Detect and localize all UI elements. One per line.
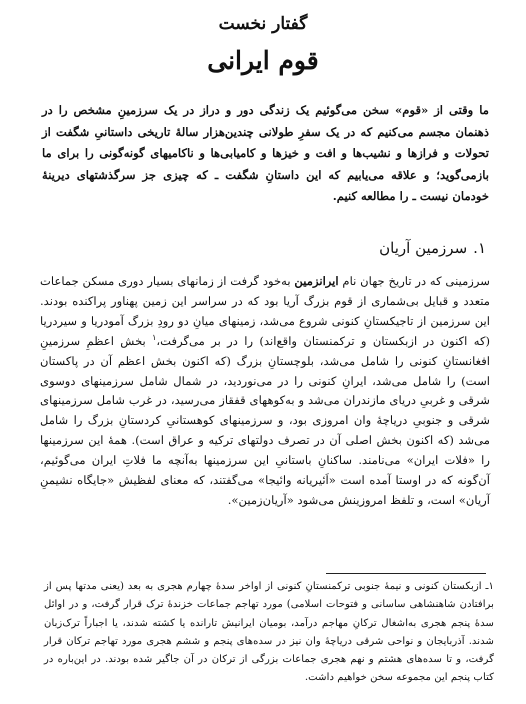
chapter-label: گفتار نخست: [218, 14, 308, 34]
body-text-2: بخش اعظمِ سرزمینِ افغانستانِ کنونی را شامل می‌شد، بلوچستانِ بزرگ (که اکنون بخش اعظم آن در پاکستان است) را شامل می‌شد، ایرانِ کنونی را در می‌نوردید، در شمال شامل سرزمینهای دوسوی شرقی و غربیِ دریای مازندران می‌شد و به‌کوههای قفقاز می‌رسید، در غرب شامل سرزمینهای شرقی و جنوبیِ دریاچهٔ وان امروزی بود، و سرزمینهای کوهستانیِ کردستانِ بزرگ را شامل می‌شد (که اکنون بخش اصلی آن در تصرف دولتهای ترکیه و عراق است). همهٔ این سرزمینها را «فلات ایران» می‌نامند. ساکنانِ باستانیِ این سرزمینها به‌آنچه ما فلاتِ ایران می‌گوئیم، آن‌گونه که در اوستا آمده است «اَئیریانه وائیجا» می‌گفتند، که معنای لفظیش «جایگاه نشیمنِ آریان» است، و تلفظ امروزینش می‌شود «آریان‌زمین».: [40, 333, 490, 507]
body-lead: سرزمینی که در تاریخ جهان نام: [338, 274, 490, 288]
footnote-divider: [326, 573, 486, 574]
section-heading: [46, 236, 486, 260]
section-number: ۱.: [473, 239, 486, 257]
body-paragraph: [40, 272, 490, 511]
body-bold-term: ایرانزمین: [294, 274, 339, 288]
chapter-title: قوم ایرانی: [207, 46, 319, 75]
footnote: ۱ـ ازبکستان کنونی و نیمهٔ جنوبی ترکمنستانِ کنونی از اواخر سدهٔ چهارم هجری به بعد (یعنی مدتها پس از برافتادن شاهنشاهی ساسانی و فتوحات اسلامی) مورد تهاجم جماعات خزندهٔ ترک قرار گرفت، و در اوائل سدهٔ پنجم هجری به‌اشغال ترکانِ مهاجم درآمد، بومیان ایرانیش تارانده یا کشته شدند، یا اجباراً ترک‌زبان شدند. آذربایجان و نواحی شرقی دریاچهٔ وان نیز در سده‌های پنجم و ششم هجری مورد تهاجم ترکان قرار گرفت، و تا سده‌های هشتم و نهم هجری جماعات بزرگی از ترکان در آن جاگیر شده بودند. در این‌باره در کتاب پنجم این مجموعه سخن خواهیم داشت.: [44, 581, 494, 684]
body-text-1: به‌خود گرفت از زمانهای بسیار دوری مسکن جماعات متعدد و قبایل بی‌شماری از قوم بزرگ آریا بود که در سراسر این زمین پهناور پراکنده بودند. این سرزمین از تاجیکستانِ کنونی شروع می‌شد، زمینهای میانِ دو رودِ بزرگ آمودریا و سیردریا (که اکنون در ازبکستان و ترکمنستان واقع‌اند) را در بر می‌گرفت،: [40, 274, 490, 348]
section-title: سرزمین آریان: [379, 239, 468, 257]
footnote-reference[interactable]: ۱: [152, 332, 157, 342]
intro-paragraph: ما وقتی از «قوم» سخن می‌گوئیم یک زندگی دور و دراز در یک سرزمینِ مشخص را در ذهنمان مجسم می‌کنیم که در یک سفرِ طولانی چندین‌هزار سالهٔ تاریخی داستانیِ شگفت از تحولات و فرازها و نشیب‌ها و افت و خیزها و کامیابی‌ها و ناکامیهای گونه‌گونی را برای ما بازمی‌گوید؛ و علاقه می‌یابیم که این داستانِ شگفت ـ که چیزی جز سرگذشتهای دیرینهٔ خودمان نیست ـ را مطالعه کنیم.: [42, 103, 489, 203]
